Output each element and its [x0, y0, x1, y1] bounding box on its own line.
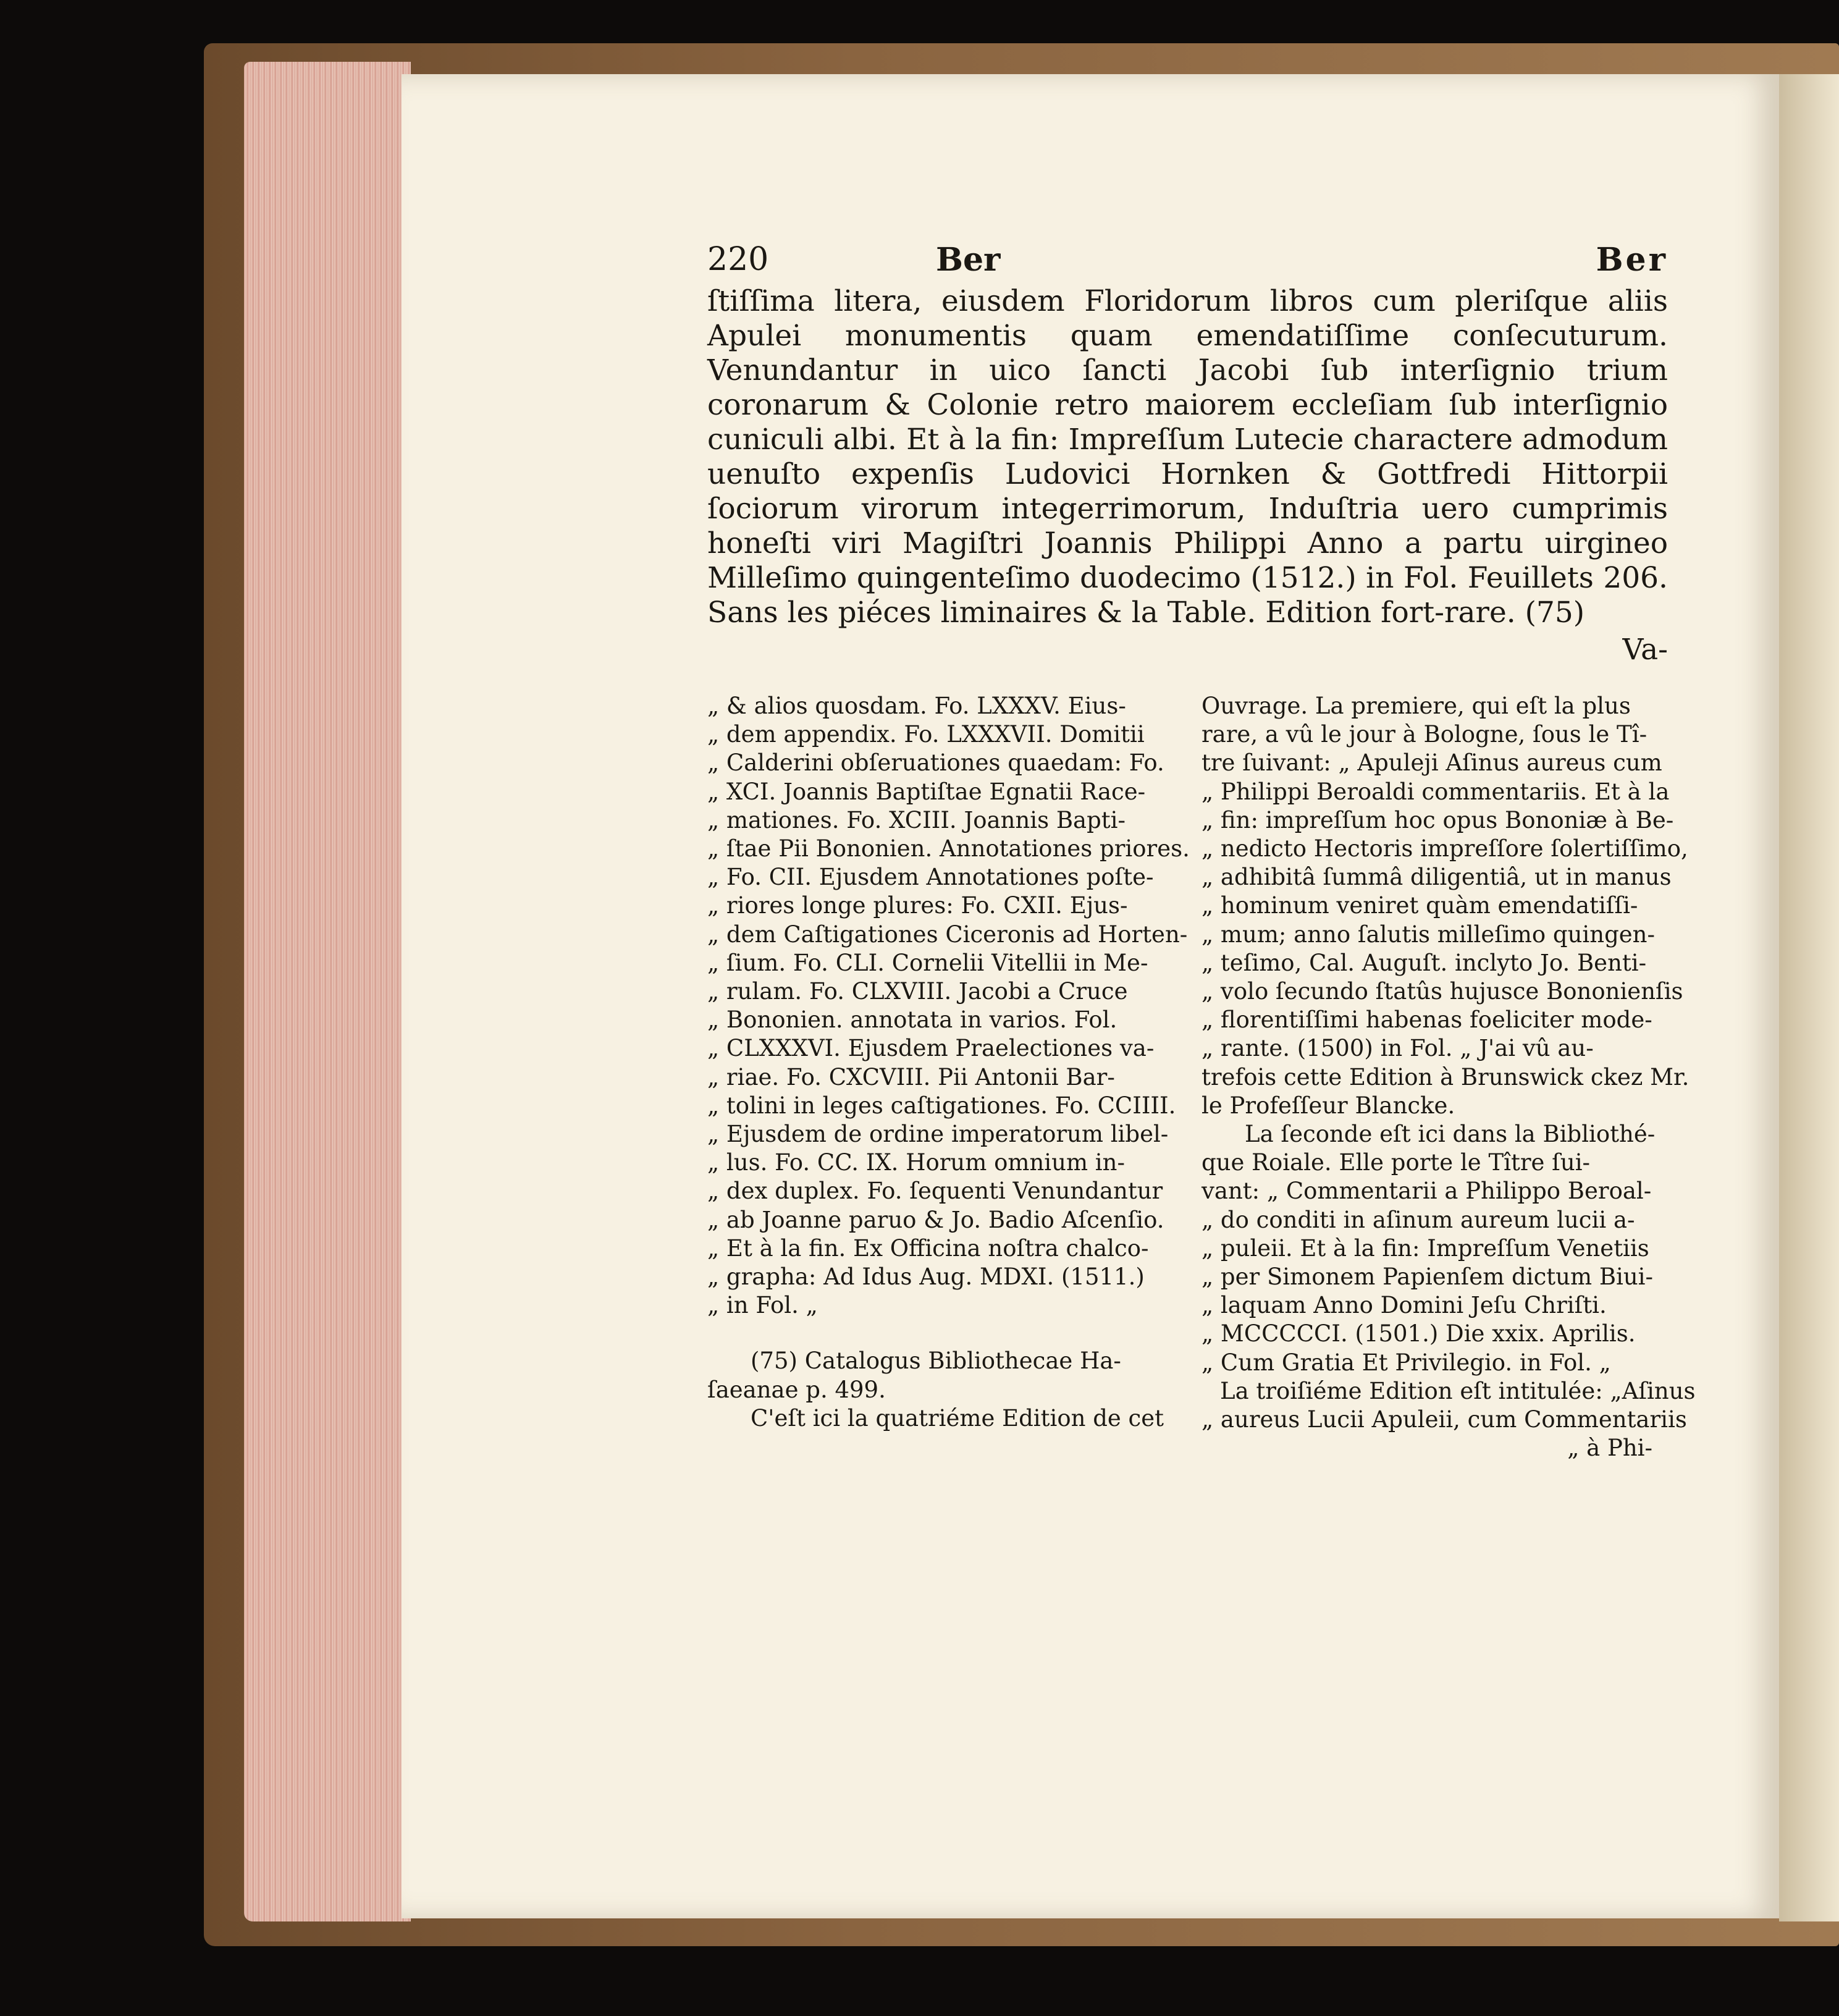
text-line: „ Bononien. annotata in varios. Fol.: [707, 1006, 1117, 1034]
right-column: [1201, 692, 1696, 1462]
top-paragraph: ſtiſſima litera, eiusdem Floridorum libros cum pleriſque aliis Apulei monumentis quam emendatiſſime conſecuturum. Venundantur in uico ſancti Jacobi ſub interſignio trium coronarum & Colonie retro maiorem eccleſiam ſub interſignio cuniculi albi. Et à la fin: Impreſſum Lutecie charactere admodum uenuſto expenſis Ludovici Hornken & Gottfredi Hittorpii ſociorum virorum integerrimorum, Induſtria uero cumprimis honeſti viri Magiſtri Joannis Philippi Anno a partu uirgineo Milleſimo quingenteſimo duodecimo (1512.) in Fol. Feuillets 206. Sans les piéces liminaires & la Table. Edition fort-rare. (75): [707, 284, 1668, 630]
right-column-para2: [1201, 1120, 1656, 1377]
text-line: „ laquam Anno Domini Jeſu Chriſti.: [1201, 1292, 1607, 1319]
left-column: [707, 692, 1190, 1433]
text-line: trefois cette Edition à Brunswick ckez Mr.: [1201, 1063, 1690, 1090]
catchword: Va-: [1622, 633, 1668, 667]
text-line: „ Fo. CII. Ejusdem Annotationes poſte-: [707, 864, 1154, 891]
text-line: „ per Simonem Papienſem dictum Biui-: [1201, 1263, 1654, 1291]
text-line: „ tolini in leges caſtigationes. Fo. CCIIII.: [707, 1092, 1176, 1119]
after-footnote-line: [707, 1404, 1164, 1433]
text-line: vant: „ Commentarii a Philippo Beroal-: [1201, 1178, 1652, 1205]
page-edges: [244, 62, 411, 1921]
text-line: „ MCCCCCI. (1501.) Die xxix. Aprilis.: [1201, 1320, 1636, 1348]
text-line: „ Philippi Beroaldi commentariis. Et à la: [1201, 778, 1670, 805]
text-line: „ rante. (1500) in Fol. „ J'ai vû au-: [1201, 1035, 1594, 1062]
text-line: „ puleii. Et à la fin: Impreſſum Venetiis: [1201, 1234, 1649, 1262]
text-line: „ volo ſecundo ſtatûs hujusce Bononienſis: [1201, 978, 1683, 1005]
right-column-para1: [1201, 692, 1690, 1120]
facing-page-edge: [1779, 74, 1839, 1921]
running-header: [707, 241, 1668, 284]
left-column-lines: [707, 692, 1190, 1320]
footnote-line: ſaeanae p. 499.: [707, 1376, 886, 1403]
text-line: „ Et à la fin. Ex Officina noſtra chalco-: [707, 1234, 1149, 1262]
text-line: „ riores longe plures: Fo. CXII. Ejus-: [707, 892, 1128, 919]
text-line: „ CLXXXVI. Ejusdem Praelectiones va-: [707, 1035, 1155, 1062]
text-line: „ Cum Gratia Et Privilegio. in Fol. „: [1201, 1349, 1611, 1376]
text-line: „ aureus Lucii Apuleii, cum Commentariis: [1201, 1406, 1687, 1433]
text-line: „ florentiſſimi habenas foeliciter mode-: [1201, 1006, 1652, 1034]
text-line: La troiſiéme Edition eſt intitulée: „Aſinus: [1220, 1377, 1696, 1404]
text-line: „ & alios quosdam. Fo. LXXXV. Eius-: [707, 693, 1126, 719]
text-line: „ grapha: Ad Idus Aug. MDXI. (1511.): [707, 1263, 1145, 1291]
text-line: „ ſtae Pii Bononien. Annotationes priores.: [707, 835, 1190, 862]
text-line: „ lus. Fo. CC. IX. Horum omnium in-: [707, 1149, 1125, 1176]
two-column-text: [707, 692, 1696, 1532]
text-line: „ ab Joanne paruo & Jo. Badio Aſcenſio.: [707, 1206, 1164, 1233]
text-line: „ do conditi in aſinum aureum lucii a-: [1201, 1206, 1635, 1233]
text-line: tre ſuivant: „ Apuleji Aſinus aureus cum: [1201, 749, 1662, 777]
text-line: La ſeconde eſt ici dans la Bibliothé-: [1245, 1121, 1656, 1148]
running-head-right: Ber: [1596, 241, 1668, 279]
text-line: „ riae. Fo. CXCVIII. Pii Antonii Bar-: [707, 1063, 1115, 1090]
text-line: „ dex duplex. Fo. ſequenti Venundantur: [707, 1178, 1163, 1205]
text-line: rare, a vû le jour à Bologne, ſous le Tî-: [1201, 721, 1648, 748]
text-line: „ rulam. Fo. CLXVIII. Jacobi a Cruce: [707, 978, 1128, 1005]
text-line: „ nedicto Hectoris impreſſore ſolertiſſimo,: [1201, 835, 1688, 862]
column-catchword: „ à Phi-: [1567, 1435, 1652, 1462]
page-number: 220: [707, 241, 769, 278]
text-line: „ in Fol. „: [707, 1292, 818, 1319]
text-line: „ Calderini obſeruationes quaedam: Fo.: [707, 749, 1164, 777]
text-line: „ fin: impreſſum hoc opus Bononiæ à Be-: [1201, 806, 1674, 833]
text-line: „ hominum veniret quàm emendatiſſi-: [1201, 892, 1638, 919]
text-line: que Roiale. Elle porte le Tître ſui-: [1201, 1149, 1591, 1176]
running-head-left: Ber: [936, 241, 1001, 279]
text-line: „ dem Caſtigationes Ciceronis ad Horten-: [707, 921, 1188, 948]
text-line: „ mationes. Fo. XCIII. Joannis Bapti-: [707, 806, 1126, 833]
text-line: Ouvrage. La premiere, qui eſt la plus: [1201, 693, 1631, 719]
text-line: „ mum; anno ſalutis milleſimo quingen-: [1201, 921, 1656, 948]
text-line: „ ſium. Fo. CLI. Cornelii Vitellii in Me-: [707, 949, 1148, 976]
text-line: „ teſimo, Cal. Auguſt. inclyto Jo. Benti-: [1201, 949, 1647, 976]
text-line: le Profeſſeur Blancke.: [1201, 1092, 1455, 1119]
footnote-line: (75) Catalogus Bibliothecae Ha-: [751, 1348, 1121, 1375]
footnote: [707, 1347, 1158, 1404]
text-line: „ dem appendix. Fo. LXXXVII. Domitii: [707, 721, 1145, 748]
text-line: „ Ejusdem de ordine imperatorum libel-: [707, 1121, 1169, 1148]
text-line: C'eſt ici la quatriéme Edition de cet: [751, 1404, 1164, 1432]
right-column-para3: [1201, 1377, 1696, 1463]
text-line: „ XCI. Joannis Baptiſtae Egnatii Race-: [707, 778, 1146, 805]
text-line: „ adhibitâ ſummâ diligentiâ, ut in manus: [1201, 864, 1672, 891]
page-content: [707, 241, 1696, 1532]
